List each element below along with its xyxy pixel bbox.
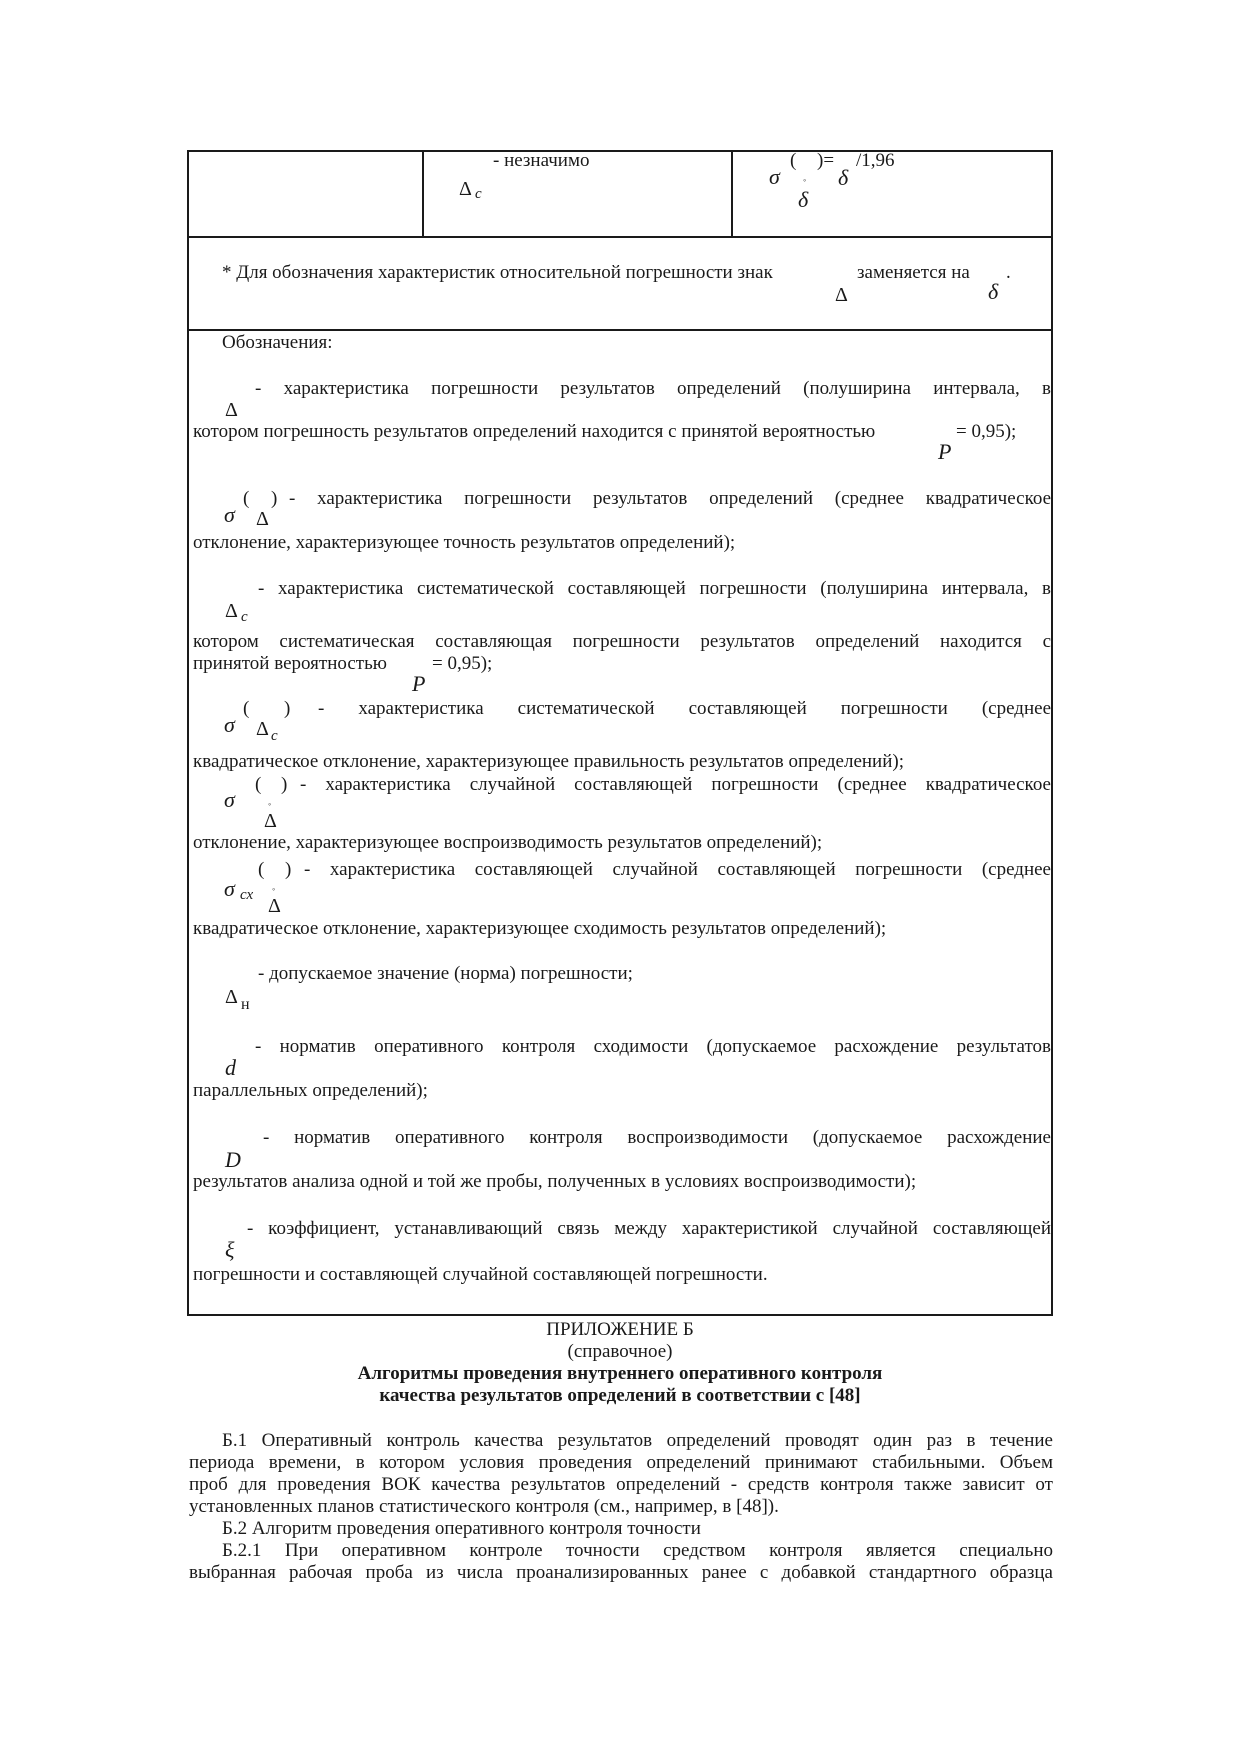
def-sigma-c-inner-sub: c bbox=[271, 728, 278, 744]
def-sigma-c-symbol: σ bbox=[224, 712, 235, 737]
designations-title: Обозначения: bbox=[222, 332, 333, 353]
para-b2: Б.2 Алгоритм проведения оперативного контроля точности bbox=[222, 1518, 701, 1539]
note-text: * Для обозначения характеристик относительной погрешности знак bbox=[222, 262, 773, 283]
table-right-border bbox=[1051, 150, 1053, 1316]
note-delta-symbol: Δ bbox=[835, 284, 848, 306]
para-b21-line1: Б.2.1 При оперативном контроле точности средством контроля является специально bbox=[222, 1540, 1053, 1561]
def-sigma-cx-paren-close: ) bbox=[285, 859, 292, 880]
def-sigma-random-paren-open: ( bbox=[255, 774, 262, 795]
def-sigma-c-line2: квадратическое отклонение, характеризующее правильность результатов определений); bbox=[193, 751, 904, 772]
def-delta-line2: котором погрешность результатов определений находится с принятой вероятностью bbox=[193, 421, 876, 442]
def-delta-c-line3: принятой вероятностью bbox=[193, 653, 387, 674]
def-sigma-cx-inner-delta: Δ bbox=[268, 895, 281, 917]
def-delta-line1: - характеристика погрешности результатов определений (полуширина интервала, в bbox=[255, 378, 1051, 399]
def-sigma-paren-open: ( bbox=[243, 488, 250, 509]
def-sigma-random-line1: - характеристика случайной составляющей погрешности (среднее квадратическое bbox=[300, 774, 1051, 795]
appendix-heading-line1: Алгоритмы проведения внутреннего оперативного контроля bbox=[357, 1363, 883, 1384]
table-row1-bottom bbox=[187, 236, 1053, 238]
def-delta-n-symbol: Δ bbox=[225, 986, 238, 1008]
def-sigma-cx-ring: ◦ bbox=[272, 884, 276, 894]
appendix-title: ПРИЛОЖЕНИЕ Б bbox=[546, 1319, 694, 1340]
def-delta-p-symbol: P bbox=[938, 439, 952, 464]
small-delta-symbol: δ bbox=[838, 165, 849, 190]
para-b21-line2: выбранная рабочая проба из числа проанализированных ранее с добавкой стандартного образца bbox=[189, 1562, 1053, 1583]
def-sigma-random-inner-delta: Δ bbox=[264, 810, 277, 832]
def-sigma-line1: - характеристика погрешности результатов определений (среднее квадратическое bbox=[289, 488, 1051, 509]
def-delta-n-sub: н bbox=[241, 996, 250, 1013]
table-note-bottom bbox=[187, 329, 1053, 331]
table-left-border bbox=[187, 150, 189, 1316]
def-sigma-random-paren-close: ) bbox=[281, 774, 288, 795]
def-delta-symbol: Δ bbox=[225, 399, 238, 421]
para-b1-line2: периода времени, в котором условия проведения определений принимают стабильными. Объем bbox=[189, 1452, 1053, 1473]
def-D-line1: - норматив оперативного контроля воспроизводимости (допускаемое расхождение bbox=[263, 1127, 1051, 1148]
paren-close-equals: )= bbox=[817, 150, 835, 171]
table-col-divider-2 bbox=[731, 150, 733, 237]
def-delta-c-sub: c bbox=[241, 609, 248, 625]
table-bottom-border bbox=[187, 1314, 1053, 1316]
def-sigma-c-line1: - характеристика систематической составляющей погрешности (среднее bbox=[318, 698, 1051, 719]
def-sigma-paren-close: ) bbox=[271, 488, 278, 509]
def-sigma-cx-paren-open: ( bbox=[258, 859, 265, 880]
delta-c-symbol: Δ bbox=[459, 178, 472, 200]
def-delta-c-symbol: Δ bbox=[225, 600, 238, 622]
table-col-divider-1 bbox=[422, 150, 424, 237]
small-delta-below-symbol: δ bbox=[798, 187, 809, 212]
def-sigma-inner-delta: Δ bbox=[256, 508, 269, 530]
def-sigma-cx-sub: сх bbox=[240, 887, 254, 903]
ring-mark: ◦ bbox=[803, 175, 807, 185]
def-d-line2: параллельных определений); bbox=[193, 1080, 428, 1101]
delta-c-subscript: c bbox=[475, 186, 482, 202]
def-sigma-cx-line1: - характеристика составляющей случайной составляющей погрешности (среднее bbox=[304, 859, 1051, 880]
def-delta-c-tail: = 0,95); bbox=[432, 653, 493, 674]
def-delta-c-line2: котором систематическая составляющая погрешности результатов определений находится с bbox=[193, 631, 1051, 652]
def-sigma-c-paren-open: ( bbox=[243, 698, 250, 719]
note-small-delta-symbol: δ bbox=[988, 279, 999, 304]
def-xi-symbol: ξ bbox=[225, 1237, 235, 1262]
table-top-border bbox=[187, 150, 1053, 152]
def-sigma-cx-line2: квадратическое отклонение, характеризующее сходимость результатов определений); bbox=[193, 918, 887, 939]
def-xi-line2: погрешности и составляющей случайной составляющей погрешности. bbox=[193, 1264, 768, 1285]
def-sigma-line2: отклонение, характеризующее точность результатов определений); bbox=[193, 532, 736, 553]
para-b1-line3: проб для проведения ВОК качества результатов определений - средств контроля также зависит от bbox=[189, 1474, 1053, 1495]
def-sigma-random-line2: отклонение, характеризующее воспроизводимость результатов определений); bbox=[193, 832, 823, 853]
sigma-symbol: σ bbox=[769, 164, 780, 189]
note-text-mid: заменяется на bbox=[857, 262, 970, 283]
cell-insignificant-text: - незначимо bbox=[493, 150, 590, 171]
def-delta-c-p-symbol: P bbox=[412, 671, 426, 696]
def-delta-c-line1: - характеристика систематической составляющей погрешности (полуширина интервала, в bbox=[258, 578, 1051, 599]
para-b1-line4: установленных планов статистического контроля (см., например, в [48]). bbox=[189, 1496, 779, 1517]
def-sigma-cx-symbol: σ bbox=[224, 876, 235, 901]
def-d-symbol: d bbox=[225, 1055, 236, 1080]
def-sigma-c-paren-close: ) bbox=[284, 698, 291, 719]
def-delta-n-line1: - допускаемое значение (норма) погрешности; bbox=[258, 963, 633, 984]
para-b1-line1: Б.1 Оперативный контроль качества результатов определений проводят один раз в течение bbox=[222, 1430, 1053, 1451]
def-xi-line1: - коэффициент, устанавливающий связь между характеристикой случайной составляющей bbox=[247, 1218, 1051, 1239]
def-sigma-random-symbol: σ bbox=[224, 787, 235, 812]
def-d-line1: - норматив оперативного контроля сходимости (допускаемое расхождение результатов bbox=[255, 1036, 1051, 1057]
def-sigma-random-ring: ◦ bbox=[268, 799, 272, 809]
def-D-line2: результатов анализа одной и той же пробы, полученных в условиях воспроизводимости); bbox=[193, 1171, 917, 1192]
appendix-subtitle: (справочное) bbox=[567, 1341, 673, 1362]
def-sigma-c-inner-delta: Δ bbox=[256, 718, 269, 740]
def-D-symbol: D bbox=[225, 1147, 241, 1172]
appendix-heading-line2: качества результатов определений в соответствии с [48] bbox=[379, 1385, 861, 1406]
divisor-value: /1,96 bbox=[856, 150, 895, 171]
def-sigma-symbol: σ bbox=[224, 502, 235, 527]
def-delta-tail: = 0,95); bbox=[956, 421, 1017, 442]
paren-open: ( bbox=[790, 150, 797, 171]
note-period: . bbox=[1006, 262, 1011, 283]
